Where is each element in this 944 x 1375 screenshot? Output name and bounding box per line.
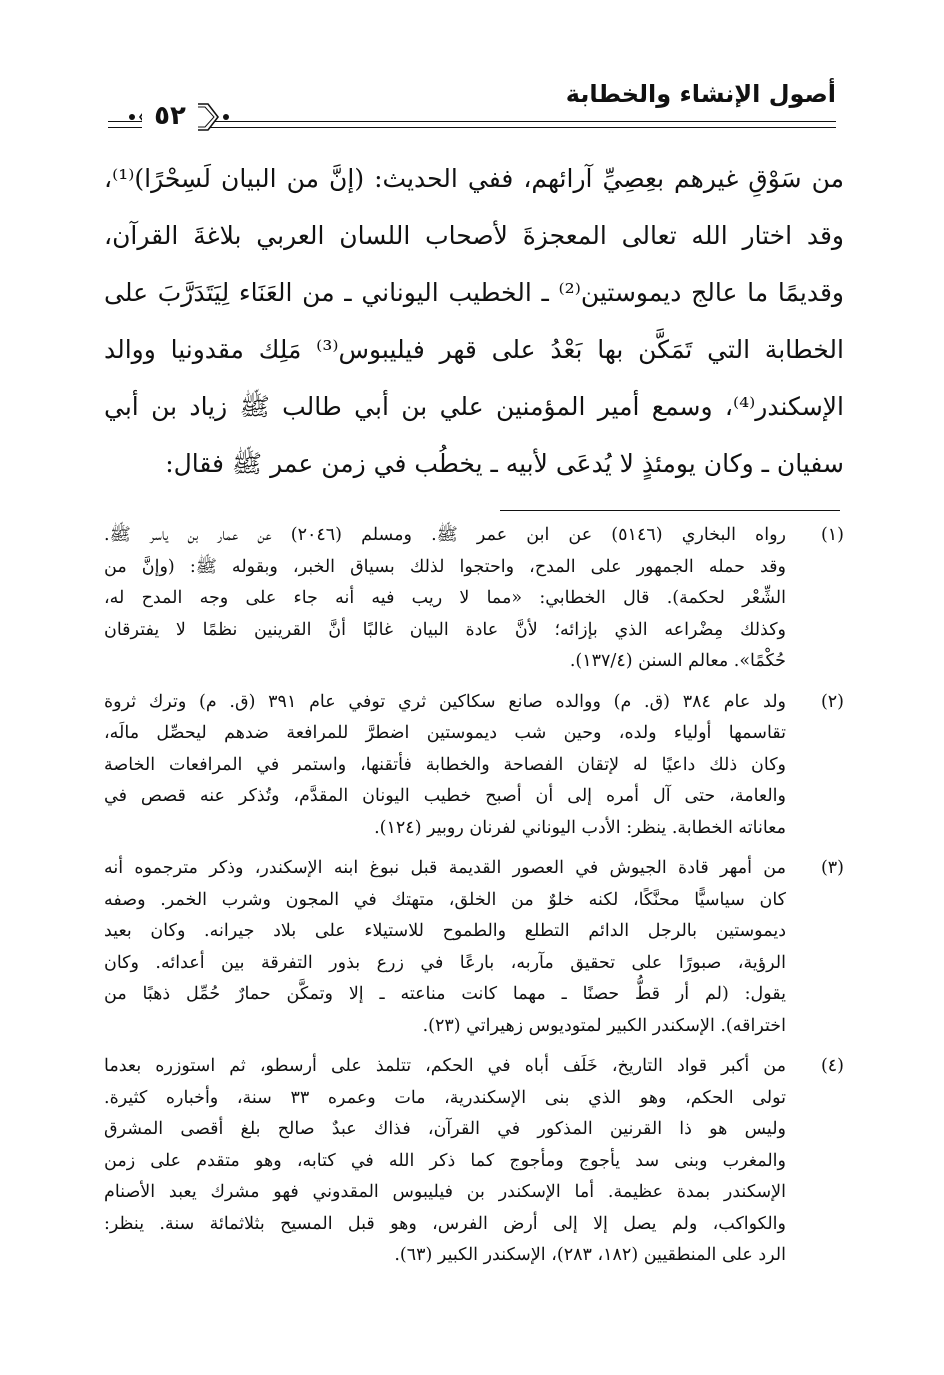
main-text-line: الخطابة التي تَمَكَّن بها بَعْدُ على قهر فيليبوس⁽³⁾ مَلِك مقدونيا ووالد: [104, 335, 844, 364]
footnote-line: الرد على المنطقيين (١٨٢، ٢٨٣)، الإسكندر الكبير (٦٣).: [394, 1245, 786, 1265]
footnote-line: رواه البخاري (٥١٤٦) عن ابن عمر ﷺ. ومسلم (٢٠٤٦) عن عمار بن ياسر ﷺ.: [104, 525, 786, 545]
footnote-number: (١): [820, 525, 844, 545]
footnote-number: (٢): [820, 691, 844, 712]
page-number: ٥٢: [142, 99, 198, 133]
footnote-3: [104, 853, 844, 1042]
running-header-title: أصول الإنشاء والخطابة: [565, 80, 836, 108]
footnote-line: الإسكندر بمدة عظيمة. أما الإسكندر بن فيليبوس المقدوني فهو مشرك يعبد الأصنام: [104, 1182, 786, 1202]
footnote-separator: [500, 510, 840, 511]
footnote-line: والعامة، حتى آل أمره إلى أن أصبح خطيب اليونان المقدَّم، وتُذكر عنه قصص في: [104, 786, 786, 806]
footnote-4: [104, 1051, 844, 1272]
footnote-number: (٣): [820, 858, 844, 878]
footnote-1: [104, 520, 844, 678]
footnote-line: والمغرب وبنى سد يأجوج ومأجوج كما ذكر الله في كتابه، وهو متقدم على زمن: [104, 1150, 786, 1171]
footnote-line: معاناته الخطابة. ينظر: الأدب اليوناني لفرنان روبير (١٢٤).: [374, 817, 786, 838]
footnote-line: حُكْمًا». معالم السنن (١٣٧/٤).: [569, 651, 786, 671]
footnote-line: ديموستين بالرجل الدائم التطلع والطموح للاستيلاء على بلاد جيرانه. وكان بعيد: [104, 921, 786, 941]
footnotes: [104, 520, 844, 1281]
footnote-line: وليس هو ذا القرنين المذكور في القرآن، فذاك عبدٌ صالح بلغ أقصى المشرق: [104, 1119, 786, 1139]
footnote-2: [104, 687, 844, 845]
main-text-line: الإسكندر⁽⁴⁾، وسمع أمير المؤمنين علي بن أبي طالب ﷺ زياد بن أبي: [104, 392, 844, 421]
main-text: [104, 150, 844, 492]
footnote-line: تولى الحكم، وهو الذي بنى الإسكندرية، مات وعمره ٣٣ سنة، وأخباره كثيرة.: [104, 1087, 786, 1108]
footnote-line: تقاسمها أولياء ولده، وحين شب ديموستين اضطرَّ للمرافعة ضدهم ليحصِّل مالَه،: [104, 723, 786, 743]
footnote-line: من أمهر قادة الجيوش في العصور القديمة قبل نبوغ ابنه الإسكندر، وذكر مترجموه أنه: [104, 858, 786, 878]
footnote-line: اختراقه). الإسكندر الكبير لمتوديوس زهيراتي (٢٣).: [422, 1015, 786, 1036]
footnote-line: وكذلك مِضْراعه الذي بإزائه؛ لأنَّ عادة البيان غالبًا أنَّ القرينين نظمًا لا يفترقان: [104, 619, 786, 640]
footnote-line: والكواكب، ولم يصل إلا إلى أرض الفرس، وهو قبل المسيح بثلاثمائة سنة. ينظر:: [104, 1213, 786, 1234]
footnote-number: (٤): [820, 1056, 844, 1076]
footnote-line: ولد عام ٣٨٤ (ق. م) ووالده صانع سكاكين ثري توفي عام ٣٩١ (ق. م) وترك ثروة: [104, 691, 787, 712]
footnote-line: وكان ذلك داعيًا له لإتقان الفصاحة والخطابة فأتقنها، واستمر في المرافعات الخاصة: [104, 754, 786, 775]
main-text-line: سفيان ـ وكان يومئذٍ لا يُدعَى لأبيه ـ يخطُب في زمن عمر ﷺ فقال:: [165, 449, 844, 478]
footnote-line: الشِّعْر لحكمة). قال الخطابي: «مما لا ريب فيه أنه جاء على وجه المدح له،: [104, 588, 786, 608]
main-text-line: من سَوْقِ غيرهم بعِصِيِّ آرائهم، ففي الحديث: (إنَّ من البيان لَسِحْرًا)⁽¹⁾،: [104, 164, 844, 193]
footnote-line: وقد حمله الجمهور على المدح، واحتجوا لذلك بسياق الخبر، وبقوله ﷺ: (وإنَّ من: [104, 556, 786, 577]
main-text-line: وقديمًا ما عالج ديموستين⁽²⁾ ـ الخطيب اليوناني ـ من العَنَاء لِيَتَدَرَّبَ على: [104, 278, 844, 307]
main-text-line: وقد اختار الله تعالى المعجزةَ لأصحاب اللسان العربي بلاغةَ القرآن،: [104, 221, 844, 250]
footnote-line: يقول: (لم أر قطُّ حصنًا ـ مهما كانت مناعته ـ إلا وتمكَّن حمارٌ حُمِّل ذهبًا من: [104, 984, 786, 1004]
footnote-line: كان سياسيًّا محنَّكًا، لكنه خلوٌ من الخلق، متهتك في المجون وشرب الخمر. وصفه: [104, 889, 786, 910]
footnote-line: الرؤية، صبورًا على تحقيق مآربه، بارعًا في زرع بذور التفرقة بين أعدائه. وكان: [104, 952, 786, 973]
footnote-line: من أكبر قواد التاريخ، خَلَف أباه في الحكم، تتلمذ على أرسطو، ثم استوزره بعدما: [104, 1056, 786, 1076]
